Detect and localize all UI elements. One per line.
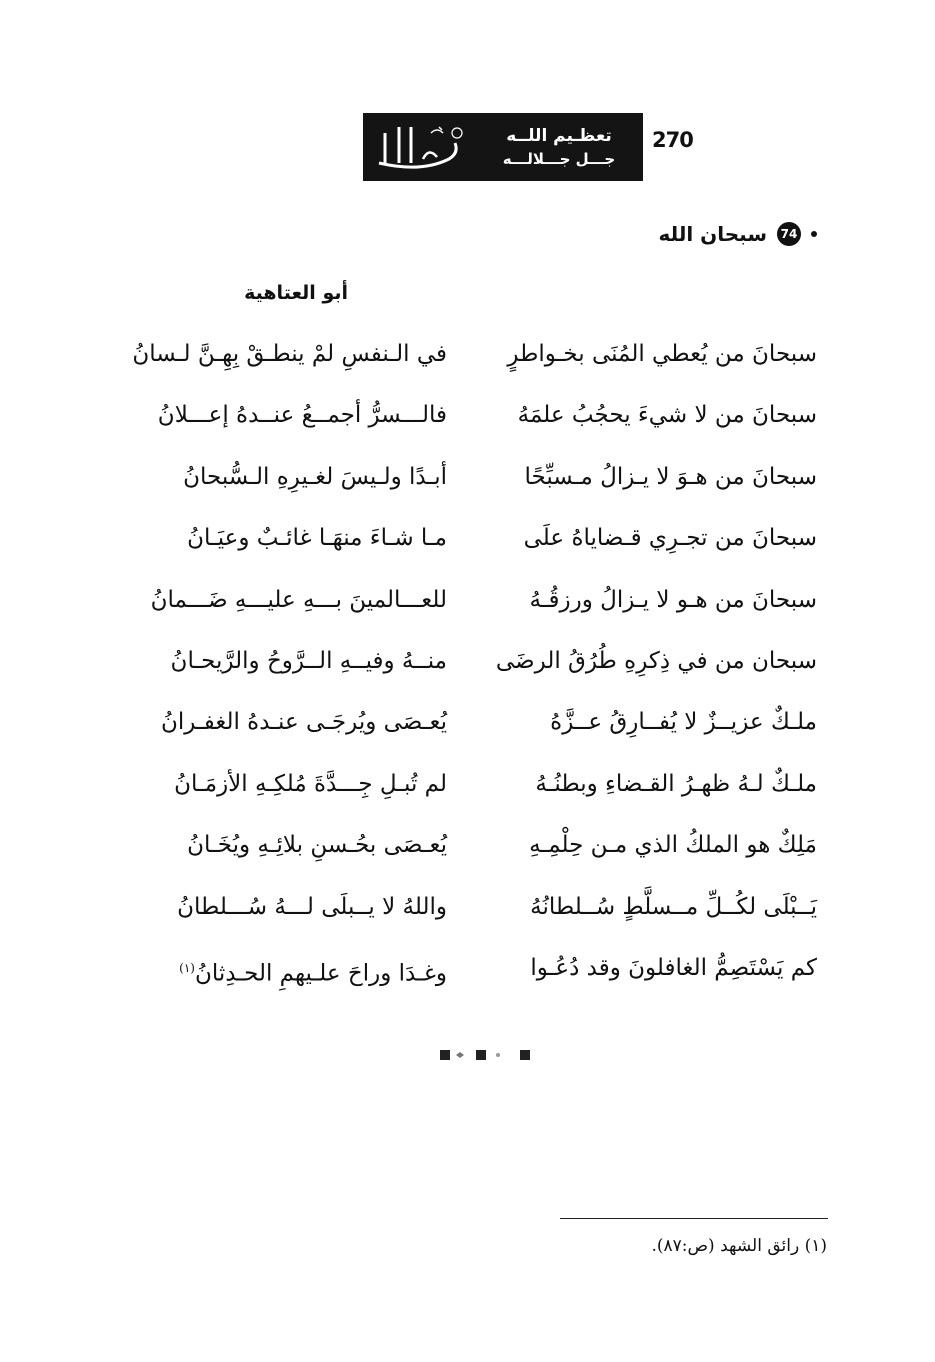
verse	[0, 825, 935, 886]
header-text	[479, 124, 643, 170]
verse-first-hemistich: كم يَسْتَصِمُّ الغافلونَ وقد دُعُـوا	[530, 954, 817, 981]
divider-ornament-icon	[440, 1047, 532, 1066]
verse-second-hemistich: يُعـصَى ويُرجَـى عنـدهُ الغفـرانُ	[161, 709, 447, 736]
footnote: (١) رائق الشهد (ص:٨٧).	[651, 1236, 827, 1256]
verse-second-hemistich: في الـنفسِ لمْ ينطـقْ بِهِـنَّ لـسانُ	[132, 341, 447, 367]
verse-second-hemistich: منــهُ وفيــهِ الــرَّوحُ والرَّيحـانُ	[170, 647, 447, 674]
page-number: 270	[652, 128, 693, 152]
verse-second-hemistich: مـا شـاءَ منهَـا غائـبٌ وعيَـانُ	[187, 525, 447, 552]
verse-first-hemistich: ملـكٌ عزيــزٌ لا يُفــارِقُ عــزَّهُ	[550, 709, 817, 736]
verse	[0, 395, 935, 456]
verse	[0, 457, 935, 518]
allah-calligraphy-icon	[363, 113, 479, 181]
section-number-badge: 74	[777, 222, 801, 246]
verse	[0, 580, 935, 641]
verse-first-hemistich: يَــبْلَى لكُــلِّ مــسلَّطٍ سُــلطانُهُ	[530, 893, 817, 920]
verse-second-hemistich: واللهُ لا يــبلَى لـــهُ سُـــلطانُ	[177, 893, 447, 920]
verse-second-hemistich: أبـدًا ولـيسَ لغـيرِهِ الـسُّبحانُ	[183, 463, 447, 490]
verse	[0, 764, 935, 825]
verse-first-hemistich: سبحانَ من هـو لا يـزالُ ورزقُـهُ	[529, 586, 817, 613]
section-heading	[659, 222, 817, 246]
verse	[0, 334, 935, 395]
verse	[0, 641, 935, 702]
verse-first-hemistich: ملـكٌ لـهُ ظهـرُ القـضاءِ وبطنُـهُ	[535, 770, 817, 797]
verse-first-hemistich: سبحانَ من يُعطي المُنَى بخـواطرٍ	[507, 341, 817, 367]
verse-first-hemistich: سبحانَ من تجـرِي قـضاياهُ علَى	[523, 525, 817, 552]
poet-name: أبو العتاهية	[244, 282, 348, 304]
verse	[0, 887, 935, 948]
header-subtitle: جـــل جـــلالـــه	[502, 150, 616, 168]
verse-second-hemistich	[147, 948, 447, 994]
verse-first-hemistich: سبحانَ من لا شيءَ يحجُبُ علمَهُ	[517, 402, 817, 429]
header-title: تعظـيم اللــه	[506, 126, 612, 146]
verse	[0, 702, 935, 763]
page-header	[363, 113, 643, 181]
poem	[0, 334, 935, 1009]
verse	[0, 518, 935, 579]
verse-second-hemistich: فالـــسرُّ أجمــعُ عنــدهُ إعـــلانُ	[157, 402, 447, 429]
verse-first-hemistich: سبحان من في ذِكرِهِ طُرُقُ الرضَى	[495, 647, 817, 674]
verse-second-hemistich-text: وغـدَا وراحَ علـيهمِ الحـدِثانُ	[194, 960, 447, 987]
verse-first-hemistich: مَلِكٌ هو الملكُ الذي مـن حِلْمِـهِ	[529, 832, 817, 859]
footnote-marker: (١)	[179, 960, 195, 975]
footnote-separator	[560, 1218, 828, 1219]
bullet-icon	[811, 231, 817, 237]
verse-second-hemistich: لم تُبـلِ جِـــدَّةَ مُلكِـهِ الأزمَـانُ	[174, 770, 447, 797]
verse-first-hemistich: سبحانَ من هـوَ لا يـزالُ مـسبِّحًا	[524, 463, 817, 490]
verse-second-hemistich: يُعـصَى بحُـسنِ بلائِـهِ ويُخَـانُ	[187, 832, 447, 859]
verse	[0, 948, 935, 1009]
section-title: سبحان الله	[658, 222, 767, 246]
verse-second-hemistich: للعـــالمينَ بـــهِ عليـــهِ ضَـــمانُ	[150, 586, 447, 613]
